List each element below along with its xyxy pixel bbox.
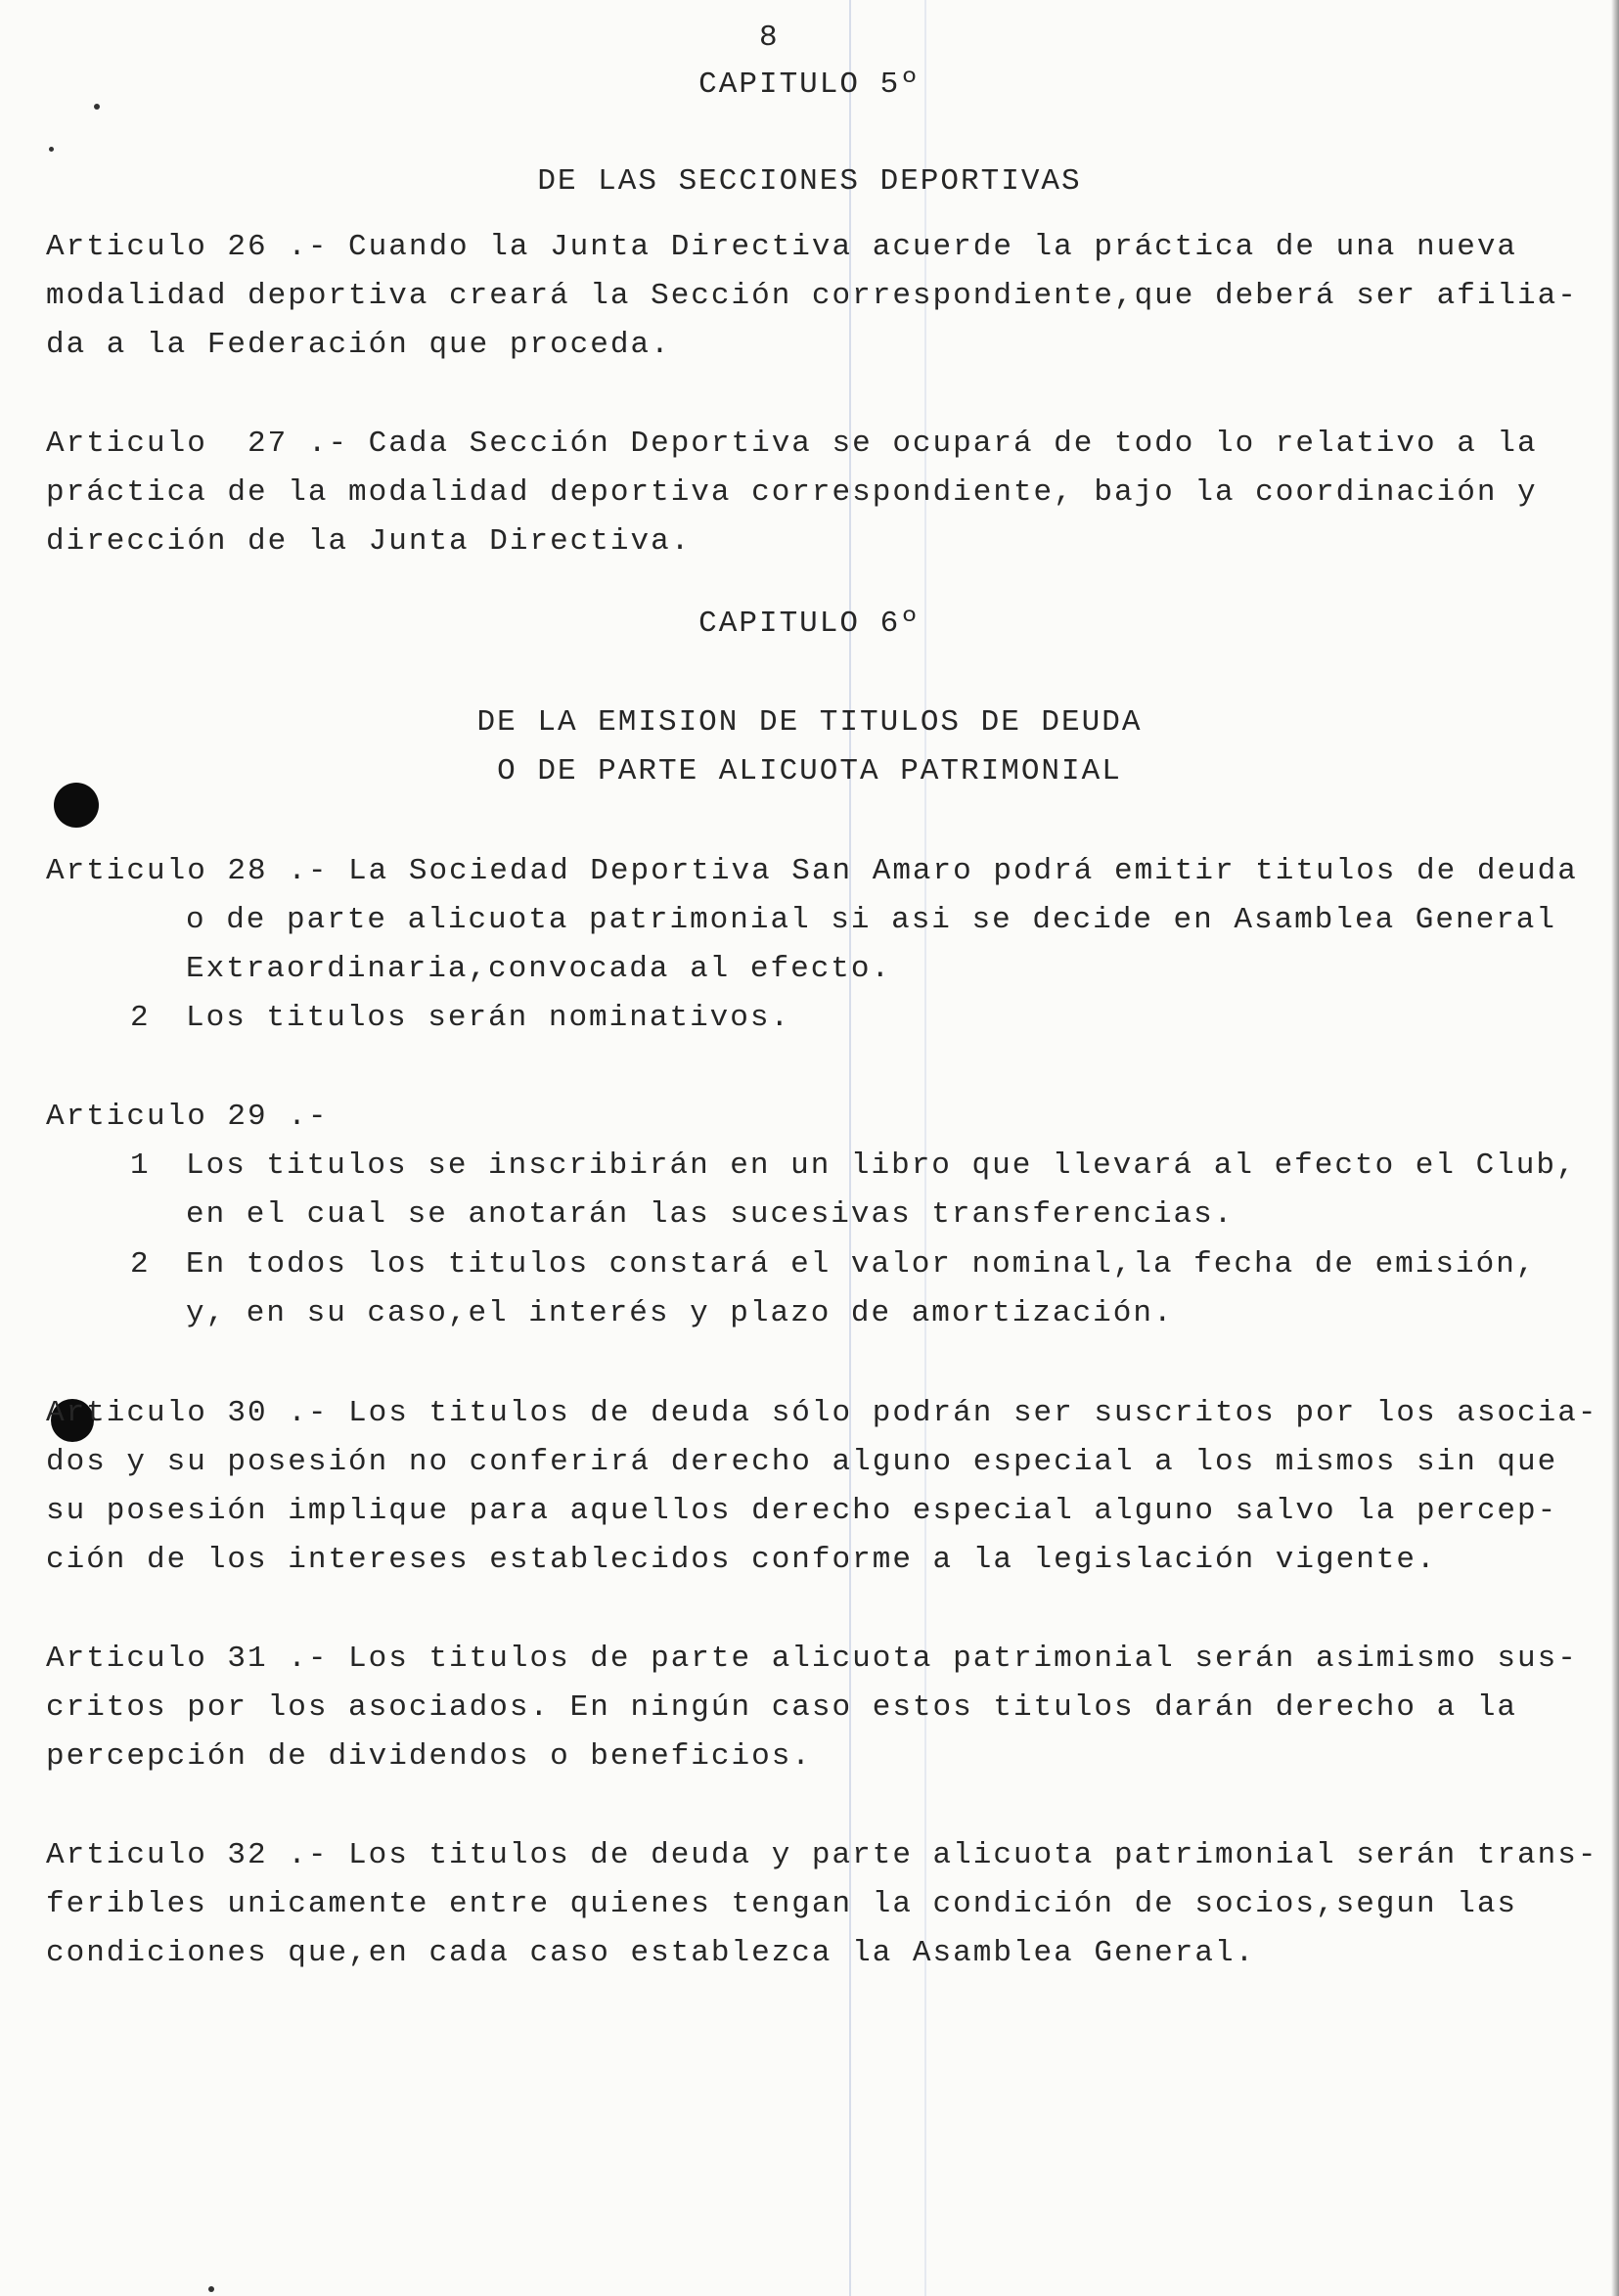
- chapter-6-subheading-line1: DE LA EMISION DE TITULOS DE DEUDA: [476, 705, 1143, 740]
- text-line: Articulo 31 .- Los titulos de parte alicuota patrimonial serán asimismo sus-: [46, 1642, 1578, 1676]
- chapter-5-heading: CAPITULO 5º: [698, 68, 921, 102]
- ink-speck: [49, 147, 54, 152]
- text-line: Los titulos serán nominativos.: [186, 1001, 791, 1035]
- text-line: Los titulos se inscribirán en un libro que llevará al efecto el Club,: [186, 1148, 1577, 1183]
- text-line: Articulo 27 .- Cada Sección Deportiva se ocupará de todo lo relativo a la: [46, 427, 1538, 461]
- text-line: Articulo 32 .- Los titulos de deuda y parte alicuota patrimonial serán trans-: [46, 1838, 1598, 1872]
- text-line: Articulo 30 .- Los titulos de deuda sólo podrán ser suscritos por los asocia-: [46, 1396, 1598, 1430]
- ink-speck: [208, 2286, 214, 2292]
- article-28: [46, 847, 1582, 896]
- text-line: critos por los asociados. En ningún caso estos titulos darán derecho a la: [46, 1690, 1518, 1725]
- chapter-5-subheading: DE LAS SECCIONES DEPORTIVAS: [537, 164, 1082, 199]
- article-30: [46, 1389, 1598, 1585]
- item-number: 1: [130, 1148, 151, 1183]
- text-line: percepción de dividendos o beneficios.: [46, 1739, 812, 1774]
- text-line: da a la Federación que proceda.: [46, 328, 671, 362]
- page-edge-shadow: [1611, 0, 1619, 2296]
- article-28-continuation: [186, 896, 1585, 994]
- article-26: [46, 223, 1582, 370]
- article-29: [46, 1093, 1582, 1142]
- article-32: [46, 1831, 1598, 1978]
- chapter-6-heading: CAPITULO 6º: [698, 607, 921, 641]
- article-29-item-2: [130, 1240, 1578, 1338]
- text-line: práctica de la modalidad deportiva correspondiente, bajo la coordinación y: [46, 475, 1538, 510]
- text-line: Extraordinaria,convocada al efecto.: [186, 952, 892, 986]
- article-title-line: Articulo 28 .- La Sociedad Deportiva San Amaro podrá emitir titulos de deuda: [46, 854, 1578, 888]
- item-number: 2: [130, 1001, 151, 1035]
- text-line: o de parte alicuota patrimonial si asi se decide en Asamblea General: [186, 903, 1557, 937]
- article-28-item-2: [130, 994, 1578, 1043]
- text-line: ción de los intereses establecidos conforme a la legislación vigente.: [46, 1543, 1437, 1577]
- article-title-line: Articulo 29 .-: [46, 1100, 329, 1134]
- article-27: [46, 420, 1582, 566]
- text-line: feribles unicamente entre quienes tengan la condición de socios,segun las: [46, 1887, 1518, 1921]
- article-31: [46, 1635, 1582, 1781]
- text-line: dos y su posesión no conferirá derecho alguno especial a los mismos sin que: [46, 1445, 1558, 1479]
- text-line: En todos los titulos constará el valor nominal,la fecha de emisión,: [186, 1247, 1537, 1282]
- article-29-item-1: [130, 1142, 1578, 1239]
- text-line: modalidad deportiva creará la Sección correspondiente,que deberá ser afilia-: [46, 279, 1578, 313]
- text-line: su posesión implique para aquellos derecho especial alguno salvo la percep-: [46, 1494, 1558, 1528]
- item-number: 2: [130, 1247, 151, 1282]
- text-line: en el cual se anotarán las sucesivas transferencias.: [186, 1197, 1235, 1232]
- text-line: Articulo 26 .- Cuando la Junta Directiva acuerde la práctica de una nueva: [46, 230, 1518, 264]
- text-line: condiciones que,en cada caso establezca la Asamblea General.: [46, 1936, 1256, 1970]
- page-number: 8: [759, 21, 780, 55]
- chapter-6-subheading-line2: O DE PARTE ALICUOTA PATRIMONIAL: [497, 754, 1122, 788]
- text-line: y, en su caso,el interés y plazo de amortización.: [186, 1296, 1174, 1330]
- text-line: dirección de la Junta Directiva.: [46, 524, 692, 559]
